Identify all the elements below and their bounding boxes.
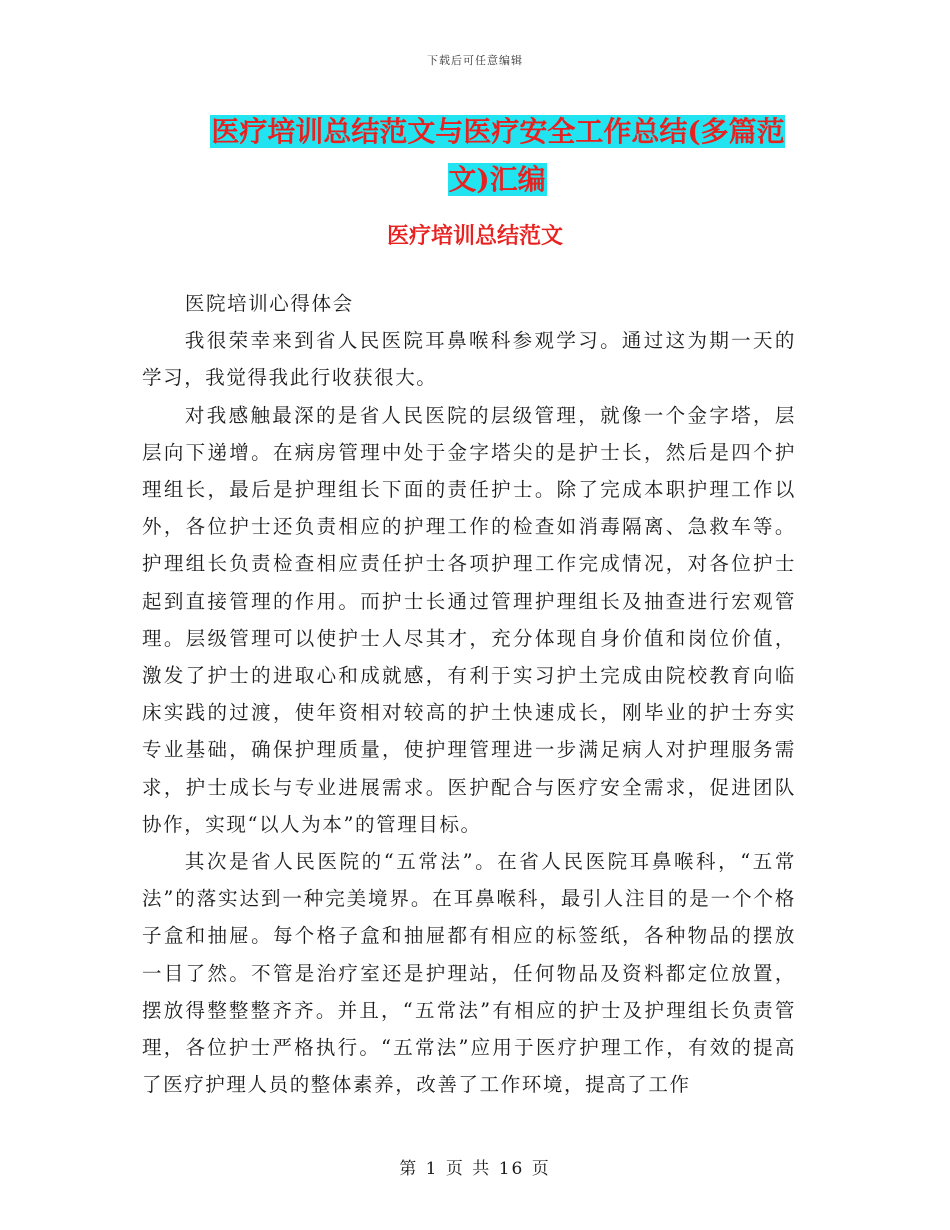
paragraph: 对我感触最深的是省人民医院的层级管理，就像一个金字塔，层层向下递增。在病房管理中处于金字塔尖的是护士长，然后是四个护理组长，最后是护理组长下面的责任护士。除了完成本职护理工作以外，各位护士还负责相应的护理工作的检查如消毒隔离、急救车等。护理组长负责检查相应责任护士各项护理工作完成情况，对各位护士起到直接管理的作用。而护士长通过管理护理组长及抽查进行宏观管理。层级管理可以使护士人尽其才，充分体现自身价值和岗位价值，激发了护士的进取心和成就感，有利于实习护土完成由院校教育向临床实践的过渡，使年资相对较高的护土快速成长，刚毕业的护士夯实专业基础，确保护理质量，使护理管理进一步满足病人对护理服务需求，护士成长与专业进展需求。医护配合与医疗安全需求，促进团队协作，实现“以人为本”的管理目标。: [142, 403, 796, 836]
paragraph: 其次是省人民医院的“五常法”。在省人民医院耳鼻喉科，“五常法”的落实达到一种完美境界。在耳鼻喉科，最引人注目的是一个个格子盒和抽屉。每个格子盒和抽屉都有相应的标签纸，各种物品的摆放一目了然。不管是治疗室还是护理站，任何物品及资料都定位放置，摆放得整整整齐齐。并且，“五常法”有相应的护士及护理组长负责管理，各位护士严格执行。“五常法”应用于医疗护理工作，有效的提高了医疗护理人员的整体素养，改善了工作环境，提高了工作: [142, 850, 796, 1097]
document-title-text: 医疗培训总结范文与医疗安全工作总结(多篇范文)汇编: [211, 115, 785, 196]
paragraph: 我很荣幸来到省人民医院耳鼻喉科参观学习。通过这为期一天的学习，我觉得我此行收获很大。: [142, 329, 796, 390]
section-title: 医疗培训总结范文: [386, 223, 563, 249]
page-header-note: 下载后可任意编辑: [427, 54, 523, 67]
page-number: 第 1 页 共 16 页: [399, 1159, 551, 1179]
document-body: [142, 285, 796, 1103]
paragraph: 医院培训心得体会: [184, 292, 354, 315]
document-title: [190, 108, 805, 204]
